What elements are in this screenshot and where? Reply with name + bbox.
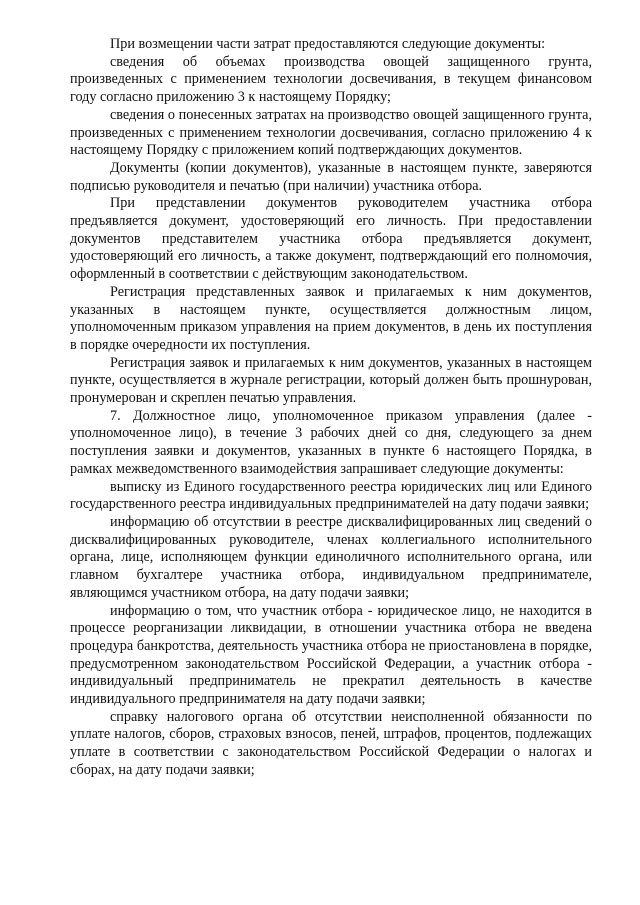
paragraph-registry-extract: выписку из Единого государственного реестра юридических лиц или Единого государственного реестра индивидуальных предпринимателей на дату подачи заявки;: [70, 478, 592, 513]
paragraph-tax-certificate: справку налогового органа об отсутствии неисполненной обязанности по уплате налогов, сборов, страховых взносов, пеней, штрафов, процентов, подлежащих уплате в соответствии с законодательством Российской Федерации о налогах и сборах, на дату подачи заявки;: [70, 708, 592, 778]
paragraph-registration: Регистрация представленных заявок и прилагаемых к ним документов, указанных в настоящем пункте, осуществляется должностным лицом, уполномоченным приказом управления на прием документов, в день их поступления в порядке очередности их поступления.: [70, 283, 592, 353]
paragraph-costs-info: сведения о понесенных затратах на производство овощей защищенного грунта, произведенных с применением технологии досвечивания, согласно приложению 4 к настоящему Порядку с приложением копий подтверждающих документов.: [70, 106, 592, 159]
paragraph-reorganization: информацию о том, что участник отбора - юридическое лицо, не находится в процессе реорганизации ликвидации, в отношении участника отбора не введена процедура банкротства, деятельность участника отбора не приостановлена в порядке, предусмотренном законодательством Российской Федерации, а участник отбора - индивидуальный предприниматель не прекратил деятельность в качестве индивидуального предпринимателя на дату подачи заявки;: [70, 602, 592, 708]
paragraph-journal: Регистрация заявок и прилагаемых к ним документов, указанных в настоящем пункте, осуществляется в журнале регистрации, который должен быть прошнурован, пронумерован и скреплен печатью управления.: [70, 354, 592, 407]
paragraph-item-7: 7. Должностное лицо, уполномоченное приказом управления (далее - уполномоченное лицо), в течение 3 рабочих дней со дня, следующего за днем поступления заявки и документов, указанных в пункте 6 настоящего Порядка, в рамках межведомственного взаимодействия запрашивает следующие документы:: [70, 407, 592, 477]
paragraph-certification: Документы (копии документов), указанные в настоящем пункте, заверяются подписью руководителя и печатью (при наличии) участника отбора.: [70, 159, 592, 194]
document-body: [70, 36, 592, 780]
paragraph-documents-intro: При возмещении части затрат предоставляются следующие документы:: [110, 36, 546, 52]
paragraph-identity: При представлении документов руководителем участника отбора предъявляется документ, удостоверяющий его личность. При предоставлении документов представителем участника отбора предъявляется документ, удостоверяющий его личность, а также документ, подтверждающий его полномочия, оформленный в соответствии с действующим законодательством.: [70, 195, 592, 283]
paragraph-disqualified-persons: информацию об отсутствии в реестре дисквалифицированных лиц сведений о дисквалифицированных руководителе, членах коллегиального исполнительного органа, лице, исполняющем функции единоличного исполнительного органа, или главном бухгалтере участника отбора, индивидуальном предпринимателе, являющимся участником отбора, на дату подачи заявки;: [70, 513, 592, 601]
paragraph-production-volume: сведения об объемах производства овощей защищенного грунта, произведенных с применением технологии досвечивания, в текущем финансовом году согласно приложению 3 к настоящему Порядку;: [70, 53, 592, 106]
